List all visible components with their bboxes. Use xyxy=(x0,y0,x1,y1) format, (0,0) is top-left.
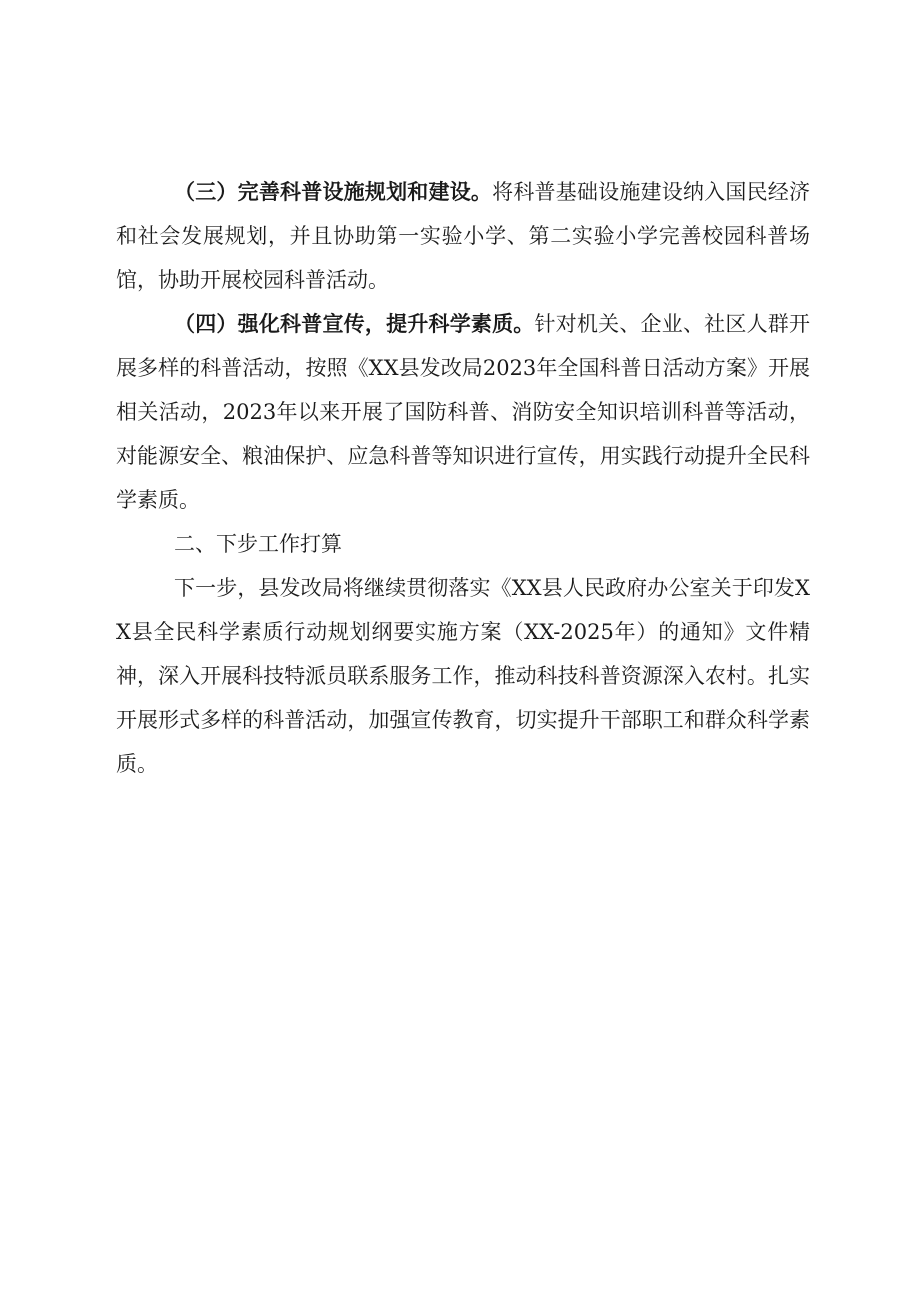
paragraph-item-4 xyxy=(116,302,810,522)
document-page xyxy=(116,170,810,786)
paragraph-lead-4: （四）强化科普宣传，提升科学素质。 xyxy=(174,312,535,336)
paragraph-item-3 xyxy=(116,170,810,302)
paragraph-body-3: 将科普基础设施建设纳入国民经济和社会发展规划，并且协助第一实验小学、第二实验小学完善校园科普场馆，协助开展校园科普活动。 xyxy=(116,180,811,292)
paragraph-lead-3: （三）完善科普设施规划和建设。 xyxy=(174,180,493,204)
paragraph-body-4: 针对机关、企业、社区人群开展多样的科普活动，按照《XX县发改局2023年全国科普日活动方案》开展相关活动，2023年以来开展了国防科普、消防安全知识培训科普等活动，对能源安全、粮油保护、应急科普等知识进行宣传，用实践行动提升全民科学素质。 xyxy=(116,312,810,512)
section-heading-next-steps: 二、下步工作打算 xyxy=(174,532,342,556)
paragraph-next-steps: 下一步，县发改局将继续贯彻落实《XX县人民政府办公室关于印发XX县全民科学素质行动规划纲要实施方案（XX-2025年）的通知》文件精神，深入开展科技特派员联系服务工作，推动科技科普资源深入农村。扎实开展形式多样的科普活动，加强宣传教育，切实提升干部职工和群众科学素质。 xyxy=(116,576,810,776)
